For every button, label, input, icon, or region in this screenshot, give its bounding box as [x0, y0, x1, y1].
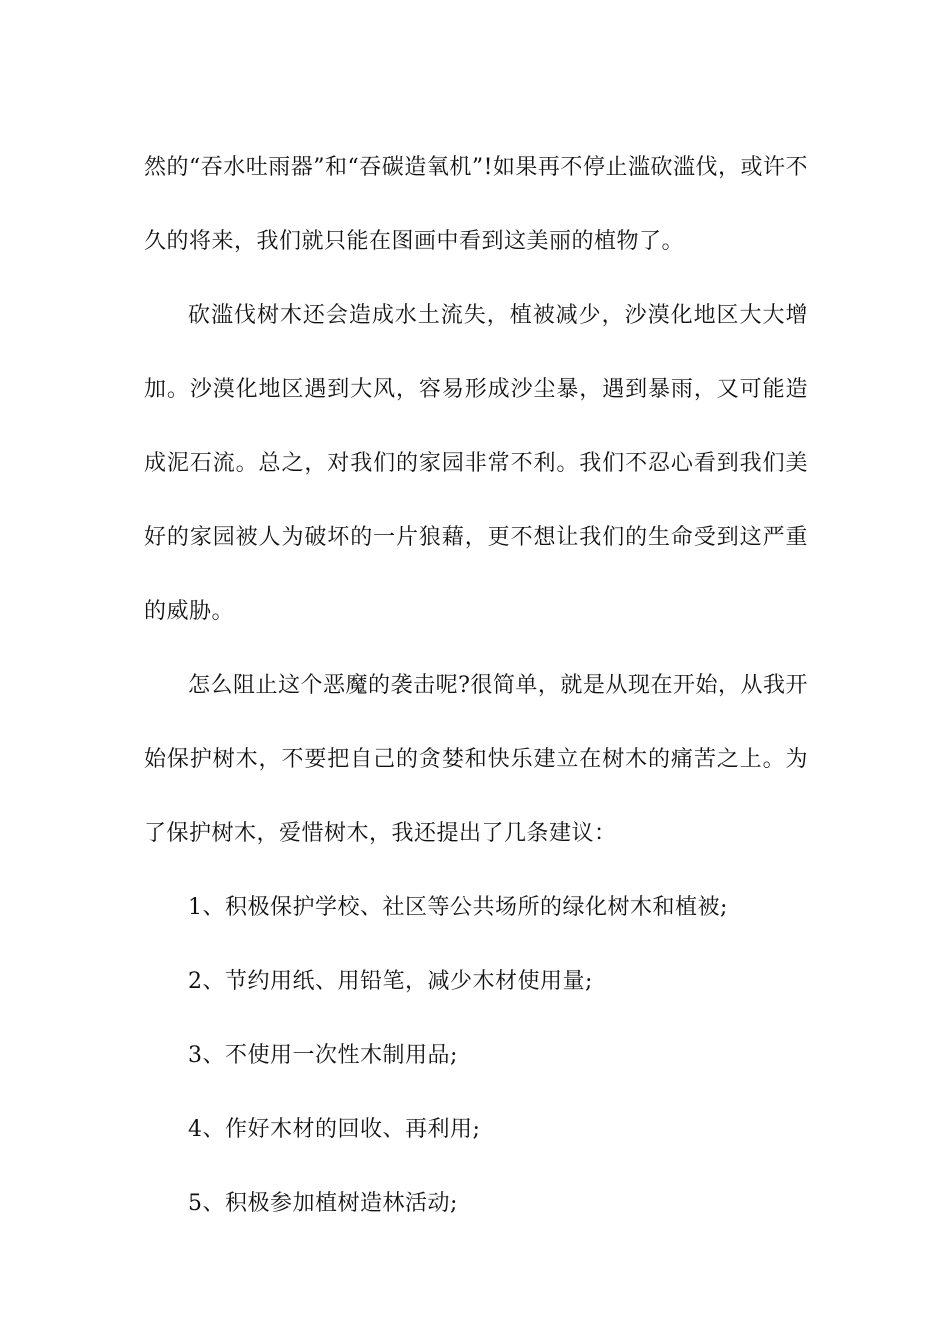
paragraph-3: 怎么阻止这个恶魔的袭击呢?很简单，就是从现在开始，从我开始保护树木，不要把自己的贪婪和快乐建立在树木的痛苦之上。为了保护树木，爱惜树木，我还提出了几条建议：	[144, 673, 808, 846]
suggestion-item-3: 3、不使用一次性木制用品;	[188, 1043, 458, 1068]
document-body	[144, 131, 808, 1241]
paragraph-1: 然的“吞水吐雨器”和“吞碳造氧机”!如果再不停止滥砍滥伐，或许不久的将来，我们就只能在图画中看到这美丽的植物了。	[144, 155, 808, 254]
suggestion-item-5: 5、积极参加植树造林活动;	[188, 1191, 458, 1216]
suggestion-item-1: 1、积极保护学校、社区等公共场所的绿化树木和植被;	[188, 895, 728, 920]
suggestion-item-4: 4、作好木材的回收、再利用;	[188, 1117, 481, 1142]
suggestion-item-2: 2、节约用纸、用铅笔，减少木材使用量;	[188, 969, 593, 994]
paragraph-2: 砍滥伐树木还会造成水土流失，植被减少，沙漠化地区大大增加。沙漠化地区遇到大风，容易形成沙尘暴，遇到暴雨，又可能造成泥石流。总之，对我们的家园非常不利。我们不忍心看到我们美好的家园被人为破坏的一片狼藉，更不想让我们的生命受到这严重的威胁。	[144, 303, 808, 624]
